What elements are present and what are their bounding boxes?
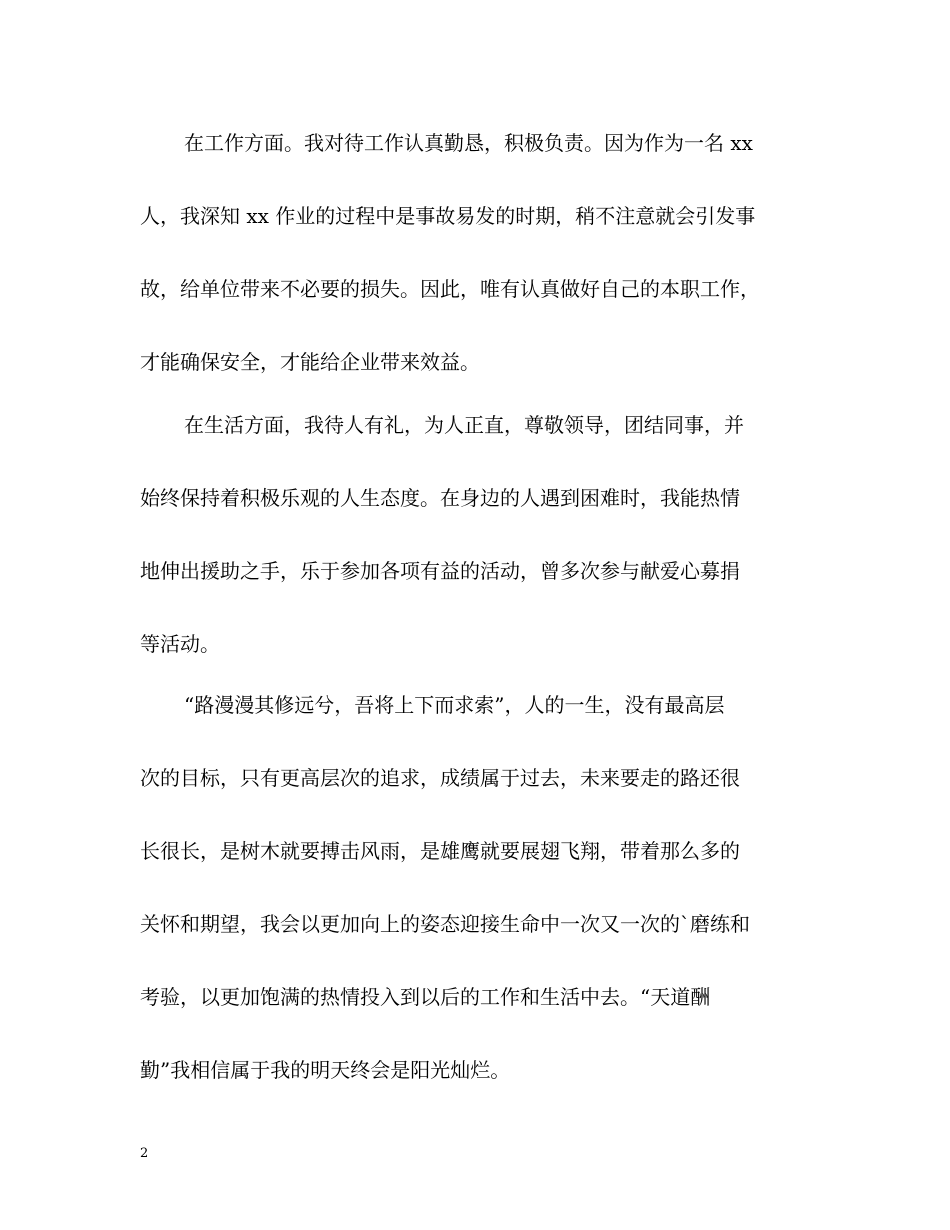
paragraph-line: 考验，以更加饱满的热情投入到以后的工作和生活中去。“天道酬 xyxy=(140,985,711,1009)
paragraph-line: 地伸出援助之手，乐于参加各项有益的活动，曾多次参与献爱心募捐 xyxy=(140,559,740,583)
paragraph-line: 才能确保安全，才能给企业带来效益。 xyxy=(140,350,480,374)
paragraph-line: 在工作方面。我对待工作认真勤恳，积极负责。因为作为一名 xx xyxy=(184,131,753,155)
paragraph-line: 勤”我相信属于我的明天终会是阳光灿烂。 xyxy=(140,1058,511,1082)
paragraph-line: 人，我深知 xx 作业的过程中是事故易发的时期，稍不注意就会引发事 xyxy=(140,204,756,228)
paragraph-line: 次的目标，只有更高层次的追求，成绩属于过去，未来要走的路还很 xyxy=(140,766,740,790)
paragraph-line: 等活动。 xyxy=(140,632,220,656)
paragraph-line: 长很长，是树木就要搏击风雨，是雄鹰就要展翅飞翔，带着那么多的 xyxy=(140,839,740,863)
paragraph-line: 始终保持着积极乐观的人生态度。在身边的人遇到困难时，我能热情 xyxy=(140,486,740,510)
paragraph-line: 故，给单位带来不必要的损失。因此，唯有认真做好自己的本职工作， xyxy=(140,277,760,301)
page-number: 2 xyxy=(140,1146,149,1161)
paragraph-line: “路漫漫其修远兮，吾将上下而求索”，人的一生，没有最高层 xyxy=(184,693,725,717)
paragraph-line: 在生活方面，我待人有礼，为人正直，尊敬领导，团结同事，并 xyxy=(184,413,744,437)
paragraph-line: 关怀和期望，我会以更加向上的姿态迎接生命中一次又一次的`磨练和 xyxy=(140,912,750,936)
